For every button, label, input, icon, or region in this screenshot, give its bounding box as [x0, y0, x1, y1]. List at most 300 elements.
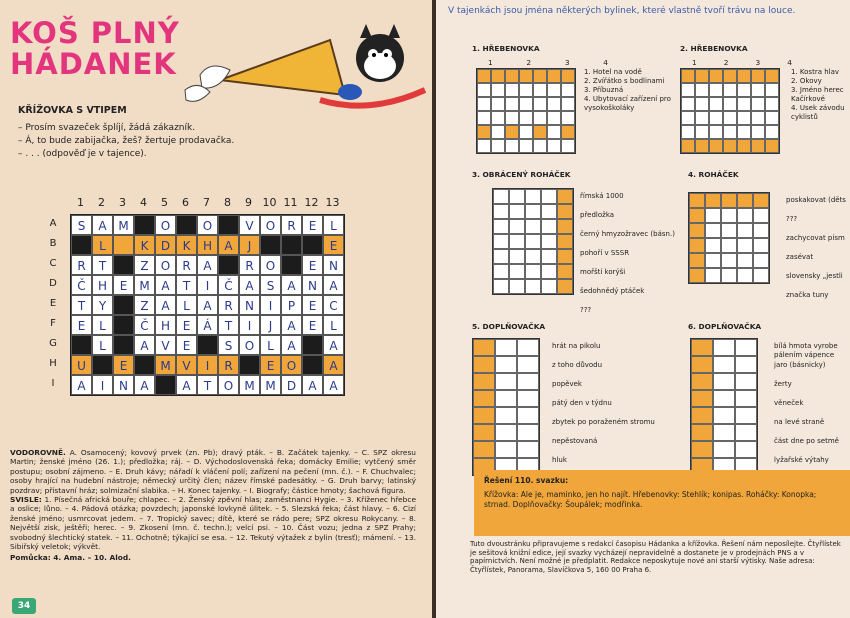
puzzle-cell[interactable] [491, 139, 505, 153]
puzzle-cell[interactable] [705, 238, 721, 253]
puzzle-cell[interactable] [473, 373, 495, 390]
puzzle-cell[interactable] [495, 424, 517, 441]
puzzle-cell[interactable] [681, 69, 695, 83]
puzzle-cell[interactable] [541, 279, 557, 294]
puzzle-cell[interactable] [713, 356, 735, 373]
puzzle-cell[interactable] [477, 125, 491, 139]
crossword-cell[interactable]: S [260, 275, 281, 295]
puzzle-cell[interactable] [517, 356, 539, 373]
crossword-cell[interactable]: Á [197, 315, 218, 335]
crossword-cell[interactable]: A [71, 375, 92, 395]
puzzle-cell[interactable] [557, 249, 573, 264]
puzzle-cell[interactable] [557, 234, 573, 249]
puzzle-cell[interactable] [561, 111, 575, 125]
crossword-cell[interactable]: E [113, 275, 134, 295]
puzzle-cell[interactable] [505, 139, 519, 153]
puzzle-cell[interactable] [723, 97, 737, 111]
puzzle-cell[interactable] [713, 339, 735, 356]
crossword-cell[interactable] [302, 235, 323, 255]
puzzle-cell[interactable] [735, 390, 757, 407]
puzzle-cell[interactable] [695, 83, 709, 97]
crossword-cell[interactable]: H [197, 235, 218, 255]
crossword-cell[interactable]: A [134, 335, 155, 355]
puzzle-cell[interactable] [509, 264, 525, 279]
crossword-cell[interactable]: Č [71, 275, 92, 295]
crossword-cell[interactable]: A [197, 255, 218, 275]
puzzle-cell[interactable] [505, 83, 519, 97]
crossword-cell[interactable]: A [155, 275, 176, 295]
puzzle-cell[interactable] [557, 204, 573, 219]
puzzle-cell[interactable] [737, 208, 753, 223]
puzzle-cell[interactable] [713, 390, 735, 407]
puzzle-cell[interactable] [473, 424, 495, 441]
puzzle-cell[interactable] [557, 219, 573, 234]
crossword-cell[interactable]: E [113, 355, 134, 375]
puzzle-cell[interactable] [547, 69, 561, 83]
crossword-cell[interactable]: I [197, 275, 218, 295]
puzzle-cell[interactable] [713, 407, 735, 424]
crossword-cell[interactable]: L [92, 315, 113, 335]
puzzle-cell[interactable] [705, 268, 721, 283]
crossword-cell[interactable]: M [239, 375, 260, 395]
crossword-cell[interactable]: E [302, 255, 323, 275]
puzzle-cell[interactable] [695, 125, 709, 139]
puzzle-cell[interactable] [751, 111, 765, 125]
crossword-cell[interactable] [302, 355, 323, 375]
crossword-cell[interactable]: Z [134, 295, 155, 315]
crossword-cell[interactable] [71, 335, 92, 355]
puzzle-cell[interactable] [753, 208, 769, 223]
puzzle-cell[interactable] [753, 223, 769, 238]
puzzle-cell[interactable] [525, 204, 541, 219]
puzzle-cell[interactable] [533, 125, 547, 139]
crossword-cell[interactable]: R [71, 255, 92, 275]
crossword-cell[interactable] [113, 335, 134, 355]
crossword-cell[interactable]: T [92, 255, 113, 275]
crossword-cell[interactable]: A [134, 375, 155, 395]
crossword-cell[interactable]: I [92, 375, 113, 395]
crossword-cell[interactable]: D [281, 375, 302, 395]
crossword-cell[interactable] [197, 335, 218, 355]
puzzle-cell[interactable] [705, 208, 721, 223]
puzzle-cell[interactable] [493, 219, 509, 234]
puzzle-cell[interactable] [505, 111, 519, 125]
puzzle-cell[interactable] [713, 373, 735, 390]
puzzle-cell[interactable] [737, 97, 751, 111]
crossword-cell[interactable]: L [323, 215, 344, 235]
puzzle-cell[interactable] [689, 238, 705, 253]
crossword-cell[interactable] [113, 255, 134, 275]
puzzle-cell[interactable] [561, 97, 575, 111]
puzzle-cell[interactable] [709, 97, 723, 111]
puzzle-cell[interactable] [491, 83, 505, 97]
crossword-cell[interactable]: U [71, 355, 92, 375]
puzzle-cell[interactable] [709, 125, 723, 139]
crossword-cell[interactable]: Y [92, 295, 113, 315]
puzzle-cell[interactable] [517, 441, 539, 458]
puzzle-cell[interactable] [517, 407, 539, 424]
puzzle-cell[interactable] [541, 204, 557, 219]
puzzle-cell[interactable] [737, 111, 751, 125]
crossword-cell[interactable]: O [155, 215, 176, 235]
puzzle-cell[interactable] [547, 111, 561, 125]
puzzle-cell[interactable] [723, 125, 737, 139]
puzzle-cell[interactable] [691, 373, 713, 390]
puzzle-cell[interactable] [735, 441, 757, 458]
crossword-cell[interactable]: A [323, 355, 344, 375]
puzzle-cell[interactable] [505, 125, 519, 139]
crossword-cell[interactable]: M [260, 375, 281, 395]
puzzle-cell[interactable] [493, 189, 509, 204]
crossword-cell[interactable]: R [281, 215, 302, 235]
crossword-cell[interactable]: O [218, 375, 239, 395]
puzzle-cell[interactable] [751, 83, 765, 97]
puzzle-cell[interactable] [491, 69, 505, 83]
crossword-cell[interactable]: P [281, 295, 302, 315]
crossword-cell[interactable]: L [176, 295, 197, 315]
puzzle-cell[interactable] [533, 111, 547, 125]
puzzle-cell[interactable] [541, 264, 557, 279]
puzzle-cell[interactable] [689, 253, 705, 268]
puzzle-cell[interactable] [753, 268, 769, 283]
puzzle-cell[interactable] [765, 125, 779, 139]
puzzle-cell[interactable] [557, 279, 573, 294]
crossword-cell[interactable]: R [239, 255, 260, 275]
puzzle-cell[interactable] [681, 97, 695, 111]
puzzle-cell[interactable] [723, 83, 737, 97]
puzzle-cell[interactable] [517, 424, 539, 441]
puzzle-cell[interactable] [547, 83, 561, 97]
puzzle-cell[interactable] [737, 268, 753, 283]
puzzle-cell[interactable] [753, 193, 769, 208]
puzzle-cell[interactable] [519, 111, 533, 125]
puzzle-cell[interactable] [495, 390, 517, 407]
puzzle-cell[interactable] [737, 83, 751, 97]
crossword-cell[interactable]: A [197, 295, 218, 315]
puzzle-cell[interactable] [473, 390, 495, 407]
puzzle-cell[interactable] [517, 339, 539, 356]
puzzle-cell[interactable] [721, 253, 737, 268]
crossword-cell[interactable]: L [260, 335, 281, 355]
crossword-cell[interactable]: J [239, 235, 260, 255]
puzzle-cell[interactable] [541, 234, 557, 249]
crossword-cell[interactable]: S [218, 335, 239, 355]
puzzle-cell[interactable] [557, 264, 573, 279]
crossword-cell[interactable]: K [134, 235, 155, 255]
crossword-cell[interactable] [92, 355, 113, 375]
crossword-cell[interactable]: A [323, 335, 344, 355]
puzzle-cell[interactable] [723, 139, 737, 153]
crossword-cell[interactable] [113, 315, 134, 335]
puzzle-cell[interactable] [681, 139, 695, 153]
crossword-cell[interactable]: N [239, 295, 260, 315]
puzzle-cell[interactable] [473, 441, 495, 458]
puzzle-cell[interactable] [751, 97, 765, 111]
puzzle-cell[interactable] [721, 238, 737, 253]
puzzle-cell[interactable] [495, 339, 517, 356]
puzzle-cell[interactable] [509, 249, 525, 264]
crossword-cell[interactable]: H [92, 275, 113, 295]
puzzle-cell[interactable] [751, 139, 765, 153]
crossword-cell[interactable]: E [260, 355, 281, 375]
puzzle-cell[interactable] [695, 97, 709, 111]
crossword-cell[interactable]: A [281, 275, 302, 295]
puzzle-cell[interactable] [525, 249, 541, 264]
crossword-cell[interactable] [218, 215, 239, 235]
crossword-cell[interactable]: E [71, 315, 92, 335]
puzzle-cell[interactable] [561, 69, 575, 83]
puzzle-cell[interactable] [477, 97, 491, 111]
puzzle-cell[interactable] [493, 264, 509, 279]
puzzle-cell[interactable] [709, 111, 723, 125]
puzzle-cell[interactable] [723, 111, 737, 125]
crossword-cell[interactable]: J [260, 315, 281, 335]
puzzle-cell[interactable] [691, 424, 713, 441]
crossword-cell[interactable]: I [260, 295, 281, 315]
crossword-cell[interactable]: K [176, 235, 197, 255]
puzzle-cell[interactable] [525, 234, 541, 249]
puzzle-cell[interactable] [519, 139, 533, 153]
crossword-cell[interactable] [260, 235, 281, 255]
crossword-cell[interactable] [155, 375, 176, 395]
crossword-cell[interactable] [281, 235, 302, 255]
puzzle-cell[interactable] [705, 253, 721, 268]
puzzle-cell[interactable] [547, 125, 561, 139]
puzzle-cell[interactable] [541, 189, 557, 204]
puzzle-cell[interactable] [691, 441, 713, 458]
crossword-cell[interactable]: L [92, 235, 113, 255]
puzzle-cell[interactable] [495, 441, 517, 458]
crossword-cell[interactable] [113, 235, 134, 255]
crossword-cell[interactable] [302, 335, 323, 355]
puzzle-cell[interactable] [691, 356, 713, 373]
puzzle-cell[interactable] [765, 69, 779, 83]
puzzle-cell[interactable] [691, 390, 713, 407]
puzzle-cell[interactable] [525, 279, 541, 294]
crossword-cell[interactable]: N [113, 375, 134, 395]
crossword-cell[interactable]: L [92, 335, 113, 355]
puzzle-cell[interactable] [533, 139, 547, 153]
puzzle-cell[interactable] [509, 219, 525, 234]
puzzle-cell[interactable] [723, 69, 737, 83]
puzzle-cell[interactable] [509, 234, 525, 249]
crossword-cell[interactable]: M [134, 275, 155, 295]
puzzle-cell[interactable] [477, 111, 491, 125]
puzzle-cell[interactable] [505, 69, 519, 83]
puzzle-cell[interactable] [713, 424, 735, 441]
crossword-cell[interactable]: R [176, 255, 197, 275]
crossword-cell[interactable]: E [302, 215, 323, 235]
puzzle-cell[interactable] [765, 139, 779, 153]
crossword-cell[interactable]: H [155, 315, 176, 335]
puzzle-cell[interactable] [765, 97, 779, 111]
crossword-cell[interactable]: A [176, 375, 197, 395]
puzzle-cell[interactable] [721, 223, 737, 238]
puzzle-cell[interactable] [547, 139, 561, 153]
puzzle-cell[interactable] [735, 356, 757, 373]
puzzle-cell[interactable] [525, 189, 541, 204]
crossword-cell[interactable]: M [155, 355, 176, 375]
puzzle-cell[interactable] [751, 69, 765, 83]
crossword-cell[interactable] [113, 295, 134, 315]
puzzle-cell[interactable] [735, 407, 757, 424]
puzzle-cell[interactable] [753, 238, 769, 253]
crossword-cell[interactable]: M [113, 215, 134, 235]
crossword-cell[interactable] [239, 355, 260, 375]
crossword-cell[interactable]: S [71, 215, 92, 235]
crossword-cell[interactable] [281, 255, 302, 275]
puzzle-cell[interactable] [735, 424, 757, 441]
crossword-cell[interactable]: V [239, 215, 260, 235]
puzzle-cell[interactable] [517, 373, 539, 390]
crossword-cell[interactable]: Č [134, 315, 155, 335]
puzzle-cell[interactable] [477, 69, 491, 83]
puzzle-cell[interactable] [495, 356, 517, 373]
crossword-cell[interactable]: R [218, 355, 239, 375]
puzzle-cell[interactable] [737, 223, 753, 238]
puzzle-cell[interactable] [735, 373, 757, 390]
puzzle-cell[interactable] [493, 234, 509, 249]
crossword-cell[interactable] [134, 355, 155, 375]
puzzle-cell[interactable] [695, 111, 709, 125]
puzzle-cell[interactable] [735, 339, 757, 356]
crossword-cell[interactable]: I [197, 355, 218, 375]
puzzle-cell[interactable] [561, 139, 575, 153]
crossword-cell[interactable]: O [239, 335, 260, 355]
crossword-cell[interactable] [218, 255, 239, 275]
puzzle-cell[interactable] [493, 279, 509, 294]
puzzle-cell[interactable] [737, 253, 753, 268]
crossword-cell[interactable]: A [302, 375, 323, 395]
puzzle-cell[interactable] [689, 208, 705, 223]
puzzle-cell[interactable] [519, 125, 533, 139]
puzzle-cell[interactable] [519, 97, 533, 111]
crossword-cell[interactable]: T [71, 295, 92, 315]
puzzle-cell[interactable] [737, 69, 751, 83]
puzzle-cell[interactable] [509, 279, 525, 294]
crossword-cell[interactable]: A [239, 275, 260, 295]
crossword-cell[interactable]: A [92, 215, 113, 235]
crossword-cell[interactable]: A [323, 375, 344, 395]
puzzle-cell[interactable] [547, 97, 561, 111]
puzzle-cell[interactable] [691, 339, 713, 356]
puzzle-cell[interactable] [751, 125, 765, 139]
puzzle-cell[interactable] [753, 253, 769, 268]
puzzle-cell[interactable] [721, 268, 737, 283]
puzzle-cell[interactable] [705, 193, 721, 208]
puzzle-cell[interactable] [695, 69, 709, 83]
puzzle-cell[interactable] [721, 193, 737, 208]
crossword-cell[interactable]: T [197, 375, 218, 395]
puzzle-cell[interactable] [561, 83, 575, 97]
crossword-cell[interactable]: A [155, 295, 176, 315]
crossword-cell[interactable]: V [155, 335, 176, 355]
puzzle-cell[interactable] [517, 390, 539, 407]
crossword-cell[interactable]: O [281, 355, 302, 375]
puzzle-cell[interactable] [519, 69, 533, 83]
puzzle-cell[interactable] [533, 97, 547, 111]
puzzle-cell[interactable] [721, 208, 737, 223]
crossword-cell[interactable]: C [323, 295, 344, 315]
puzzle-cell[interactable] [695, 139, 709, 153]
puzzle-cell[interactable] [737, 238, 753, 253]
crossword-cell[interactable]: N [302, 275, 323, 295]
puzzle-cell[interactable] [491, 111, 505, 125]
puzzle-cell[interactable] [681, 111, 695, 125]
puzzle-cell[interactable] [737, 193, 753, 208]
puzzle-cell[interactable] [509, 189, 525, 204]
puzzle-cell[interactable] [709, 83, 723, 97]
puzzle-cell[interactable] [493, 249, 509, 264]
puzzle-cell[interactable] [689, 268, 705, 283]
crossword-cell[interactable]: T [218, 315, 239, 335]
puzzle-cell[interactable] [477, 83, 491, 97]
crossword-cell[interactable]: N [323, 255, 344, 275]
crossword-cell[interactable]: O [155, 255, 176, 275]
puzzle-cell[interactable] [557, 189, 573, 204]
crossword-cell[interactable]: A [218, 235, 239, 255]
puzzle-cell[interactable] [491, 97, 505, 111]
crossword-cell[interactable]: O [197, 215, 218, 235]
puzzle-cell[interactable] [473, 339, 495, 356]
puzzle-cell[interactable] [473, 407, 495, 424]
puzzle-cell[interactable] [561, 125, 575, 139]
puzzle-cell[interactable] [525, 264, 541, 279]
puzzle-cell[interactable] [533, 69, 547, 83]
crossword-cell[interactable]: E [323, 235, 344, 255]
crossword-cell[interactable]: A [281, 335, 302, 355]
crossword-cell[interactable]: R [218, 295, 239, 315]
puzzle-cell[interactable] [705, 223, 721, 238]
puzzle-cell[interactable] [495, 407, 517, 424]
puzzle-cell[interactable] [709, 69, 723, 83]
crossword-cell[interactable]: A [323, 275, 344, 295]
puzzle-cell[interactable] [713, 441, 735, 458]
puzzle-cell[interactable] [689, 223, 705, 238]
crossword-cell[interactable] [71, 235, 92, 255]
crossword-cell[interactable]: E [176, 335, 197, 355]
puzzle-cell[interactable] [493, 204, 509, 219]
crossword-cell[interactable]: T [176, 275, 197, 295]
crossword-cell[interactable]: E [176, 315, 197, 335]
crossword-cell[interactable]: Z [134, 255, 155, 275]
crossword-cell[interactable]: E [302, 315, 323, 335]
crossword-cell[interactable]: V [176, 355, 197, 375]
puzzle-cell[interactable] [709, 139, 723, 153]
crossword-cell[interactable] [134, 215, 155, 235]
crossword-cell[interactable]: O [260, 255, 281, 275]
puzzle-cell[interactable] [681, 125, 695, 139]
puzzle-cell[interactable] [765, 111, 779, 125]
crossword-cell[interactable]: L [323, 315, 344, 335]
puzzle-cell[interactable] [491, 125, 505, 139]
puzzle-cell[interactable] [525, 219, 541, 234]
crossword-cell[interactable]: E [302, 295, 323, 315]
puzzle-cell[interactable] [505, 97, 519, 111]
crossword-cell[interactable] [176, 215, 197, 235]
puzzle-cell[interactable] [541, 219, 557, 234]
puzzle-cell[interactable] [533, 83, 547, 97]
puzzle-cell[interactable] [765, 83, 779, 97]
puzzle-cell[interactable] [519, 83, 533, 97]
puzzle-cell[interactable] [473, 356, 495, 373]
crossword-cell[interactable]: A [281, 315, 302, 335]
crossword-cell[interactable]: I [239, 315, 260, 335]
crossword-cell[interactable]: Č [218, 275, 239, 295]
puzzle-cell[interactable] [509, 204, 525, 219]
puzzle-cell[interactable] [691, 407, 713, 424]
crossword-cell[interactable]: O [260, 215, 281, 235]
